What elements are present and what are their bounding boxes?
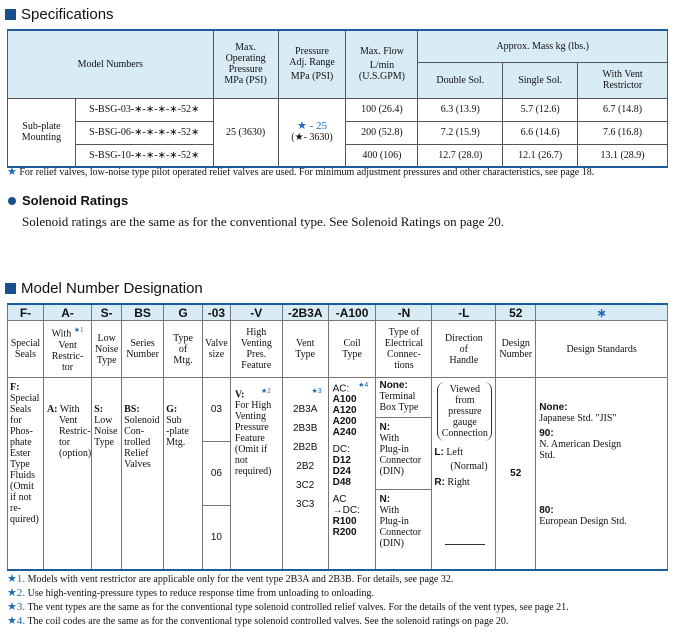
value-vent-restrictor: A: With Vent Restric- tor (option): [43, 378, 91, 571]
header-approx-mass: Approx. Mass kg (lbs.): [418, 30, 668, 62]
value-handle: Viewed from pressure gauge Connection L: Left (Normal) R: Right: [432, 378, 496, 571]
value-electrical: None: Terminal Box Type N: With Plug-in Connector (DIN) N: With Plug-in Connector (DIN): [376, 378, 432, 571]
solenoid-heading: Solenoid Ratings: [8, 193, 128, 208]
code-cell: -03: [202, 304, 230, 321]
flow-value: 400 (106): [346, 144, 418, 167]
specifications-table: [7, 29, 668, 168]
header-single-sol: Single Sol.: [503, 62, 578, 98]
vent-value: 13.1 (28.9): [578, 144, 668, 167]
specifications-heading: [5, 3, 114, 25]
code-cell: S-: [92, 304, 122, 321]
model-designation-table: [7, 303, 668, 571]
footnote-1: ★1. Models with vent restrictor are applicable only for the vent type 2B3A and 2B3B. For details, see page 32.: [7, 573, 454, 585]
square-bullet-icon: [5, 9, 16, 20]
code-cell: -N: [376, 304, 432, 321]
value-valve-size: 03 06 10: [202, 378, 230, 571]
code-cell: F-: [8, 304, 44, 321]
code-cell: A-: [43, 304, 91, 321]
footnote-4: ★4. The coil codes are the same as for the conventional type solenoid controlled valves. See the solenoid ratings on page 20.: [7, 615, 509, 627]
value-mtg-type: G: Sub -plate Mtg.: [164, 378, 203, 571]
name-high-venting: High Venting Pres. Feature: [230, 321, 282, 378]
name-handle: Direction of Handle: [432, 321, 496, 378]
value-high-venting: V: $^{★2}$ For High Venting Pressure Feature (Omit if not required): [230, 378, 282, 571]
single-sol-value: 6.6 (14.6): [503, 121, 578, 144]
double-sol-value: 6.3 (13.9): [418, 98, 503, 121]
value-vent-type: $^{★3}$ 2B3A 2B3B 2B2B 2B2 3C2 3C3: [282, 378, 328, 571]
code-cell: ∗: [536, 304, 668, 321]
model-number: S-BSG-06-∗-∗-∗-∗-52∗: [75, 121, 213, 144]
section-title: Specifications: [21, 5, 114, 23]
pressure-adj-value: ★ - 25 (★- 3630): [278, 98, 346, 167]
code-row: [8, 304, 668, 321]
code-cell: -V: [230, 304, 282, 321]
model-number: S-BSG-10-∗-∗-∗-∗-52∗: [75, 144, 213, 167]
spec-footnote: ★ For relief valves, low-noise type pilot operated relief valves are used. For minimum adjustment pressures and other characteristics, see page 18.: [7, 166, 595, 178]
header-max-pressure: Max. Operating Pressure MPa (PSI): [213, 30, 278, 98]
flow-value: 200 (52.8): [346, 121, 418, 144]
name-mtg-type: Type of Mtg.: [164, 321, 203, 378]
max-pressure-value: 25 (3630): [213, 98, 278, 167]
solenoid-text: Solenoid ratings are the same as for the conventional type. See Solenoid Ratings on page 20.: [22, 214, 504, 229]
double-sol-value: 7.2 (15.9): [418, 121, 503, 144]
mounting-cell: Sub-plate Mounting: [8, 98, 76, 167]
star-icon: ★: [7, 166, 17, 178]
name-design-number: Design Number: [496, 321, 536, 378]
header-vent-restrictor: With Vent Restrictor: [578, 62, 668, 98]
header-max-flow: Max. Flow L/min (U.S.GPM): [346, 30, 418, 98]
name-vent-restrictor: With $^{★1}$ Vent Restric- tor: [43, 321, 91, 378]
name-coil-type: Coil Type: [328, 321, 376, 378]
flow-value: 100 (26.4): [346, 98, 418, 121]
vent-value: 7.6 (16.8): [578, 121, 668, 144]
circle-bullet-icon: [8, 197, 16, 205]
code-cell: BS: [122, 304, 164, 321]
name-vent-type: Vent Type: [282, 321, 328, 378]
value-row: [8, 378, 668, 571]
footnote-2: ★2. Use high-venting-pressure types to reduce response time from unloading to onloading.: [7, 587, 374, 599]
header-pressure-adj: Pressure Adj. Range MPa (PSI): [278, 30, 346, 98]
table-row: [8, 98, 668, 121]
value-special-seals: F: Special Seals for Phos- phate Ester Type Fluids (Omit if not re- quired): [8, 378, 44, 571]
name-design-standards: Design Standards: [536, 321, 668, 378]
model-number: S-BSG-03-∗-∗-∗-∗-52∗: [75, 98, 213, 121]
value-coil-type: AC: $^{★4}$ A100 A120 A200 A240 DC: D12 D24 D48 AC →DC: R100 R200: [328, 378, 376, 571]
name-special-seals: Special Seals: [8, 321, 44, 378]
square-bullet-icon: [5, 283, 16, 294]
value-design-number: 52: [496, 378, 536, 571]
name-electrical: Type of Electrical Connec- tions: [376, 321, 432, 378]
value-series: BS: Solenoid Con- trolled Relief Valves: [122, 378, 164, 571]
double-sol-value: 12.7 (28.0): [418, 144, 503, 167]
code-cell: -L: [432, 304, 496, 321]
name-row: [8, 321, 668, 378]
code-cell: -2B3A: [282, 304, 328, 321]
header-double-sol: Double Sol.: [418, 62, 503, 98]
vent-value: 6.7 (14.8): [578, 98, 668, 121]
value-low-noise: S: Low Noise Type: [92, 378, 122, 571]
single-sol-value: 12.1 (26.7): [503, 144, 578, 167]
header-model-numbers: Model Numbers: [8, 30, 214, 98]
name-valve-size: Valve size: [202, 321, 230, 378]
code-cell: 52: [496, 304, 536, 321]
single-sol-value: 5.7 (12.6): [503, 98, 578, 121]
code-cell: G: [164, 304, 203, 321]
code-cell: -A100: [328, 304, 376, 321]
name-series: Series Number: [122, 321, 164, 378]
model-designation-heading: Model Number Designation: [5, 277, 203, 299]
name-low-noise: Low Noise Type: [92, 321, 122, 378]
footnote-3: ★3. The vent types are the same as for the conventional type solenoid controlled relief valves. For the details of the vent types, see page 21.: [7, 601, 569, 613]
value-design-standards: None: Japanese Std. "JIS" 90: N. American Design Std. 80: European Design Std.: [536, 378, 668, 571]
